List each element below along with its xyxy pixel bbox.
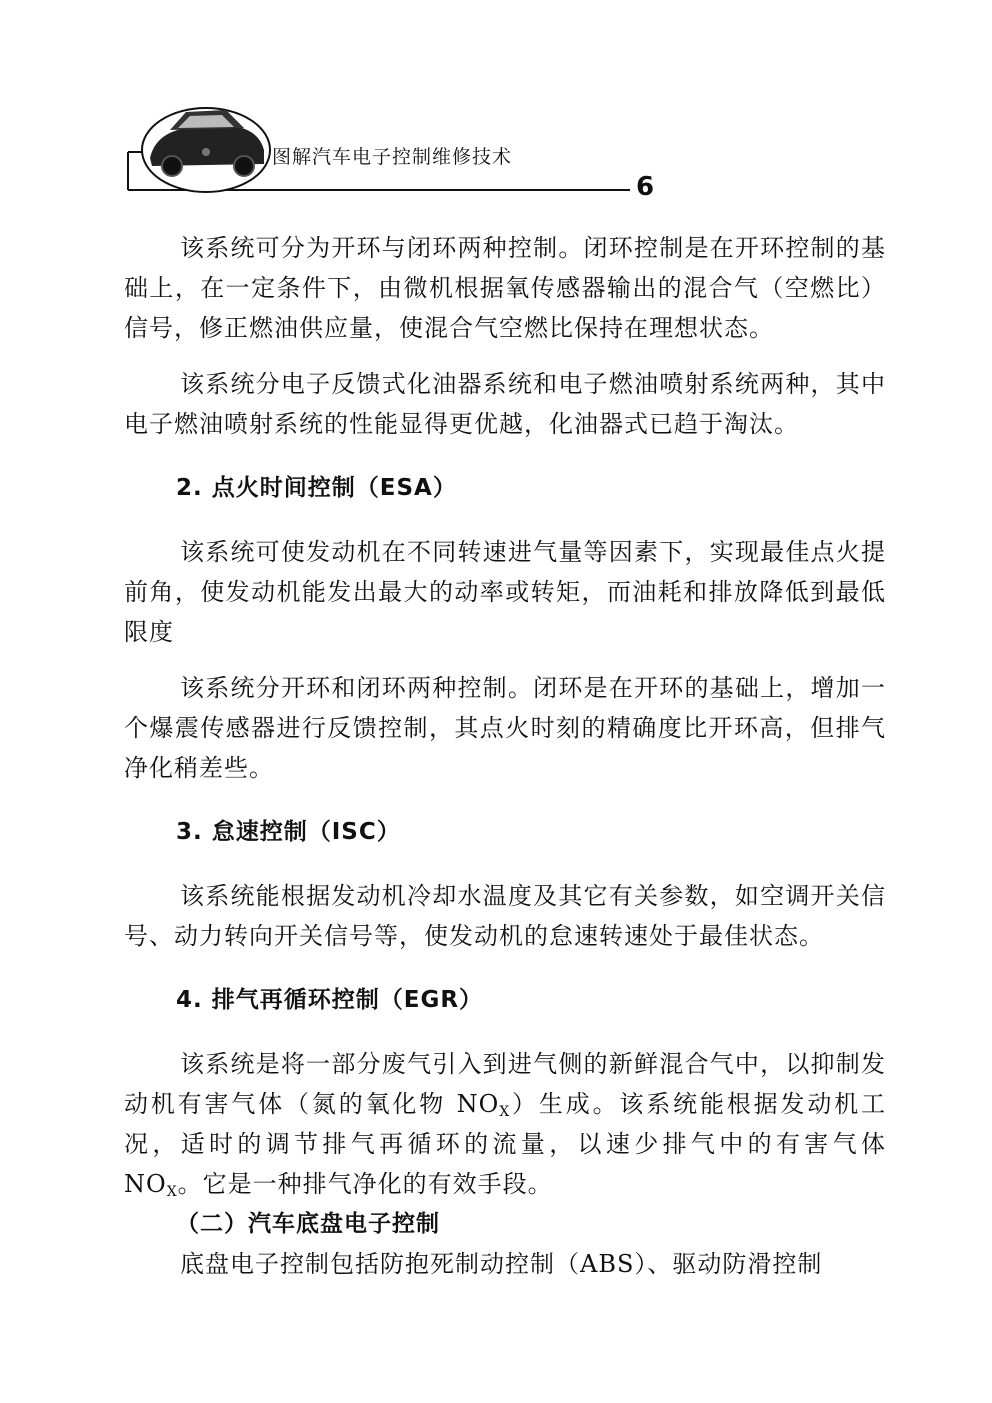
heading-esa: 2. 点火时间控制（ESA）	[176, 475, 457, 501]
book-title: 图解汽车电子控制维修技术	[272, 146, 513, 168]
paragraph-esa-loop: 该系统分开环和闭环两种控制。闭环是在开环的基础上，增加一个爆震传感器进行反馈控制，其点火时刻的精确度比开环高，但排气净化稍差些。	[124, 674, 886, 782]
heading-chassis: （二）汽车底盘电子控制	[176, 1211, 440, 1237]
paragraph-chassis: 底盘电子控制包括防抱死制动控制（ABS）、驱动防滑控制	[180, 1250, 823, 1278]
paragraph-egr	[124, 1044, 886, 1204]
egr-text-c: 。它是一种排气净化的有效手段。	[177, 1170, 553, 1198]
nox-subscript: X	[499, 1104, 511, 1120]
page-header	[0, 0, 992, 210]
heading-egr: 4. 排气再循环控制（EGR）	[176, 987, 484, 1013]
paragraph-fuel-systems: 该系统分电子反馈式化油器系统和电子燃油喷射系统两种，其中电子燃油喷射系统的性能显得更优越，化油器式已趋于淘汰。	[124, 370, 886, 438]
egr-text-b: ）生成。该系统能根据发动机工况，适时的调节排气再循环的流量，以速少排气中的有害气体 NO	[124, 1090, 886, 1198]
page-body	[124, 228, 886, 1284]
page-number: 6	[636, 172, 655, 202]
egr-text-a: 该系统是将一部分废气引入到进气侧的新鲜混合气中，以抑制发动机有害气体（氮的氧化物 NO	[124, 1050, 886, 1118]
paragraph-closed-loop: 该系统可分为开环与闭环两种控制。闭环控制是在开环控制的基础上，在一定条件下，由微机根据氧传感器输出的混合气（空燃比）信号，修正燃油供应量，使混合气空燃比保持在理想状态。	[124, 234, 886, 342]
car-photo-oval-icon	[142, 108, 270, 192]
heading-isc: 3. 怠速控制（ISC）	[176, 819, 401, 845]
paragraph-isc: 该系统能根据发动机冷却水温度及其它有关参数，如空调开关信号、动力转向开关信号等，使发动机的怠速转速处于最佳状态。	[124, 882, 886, 950]
header-decoration	[0, 0, 992, 210]
nox-subscript: X	[166, 1184, 178, 1200]
paragraph-esa-intro: 该系统可使发动机在不同转速进气量等因素下，实现最佳点火提前角，使发动机能发出最大的动率或转矩，而油耗和排放降低到最低限度	[124, 538, 886, 646]
